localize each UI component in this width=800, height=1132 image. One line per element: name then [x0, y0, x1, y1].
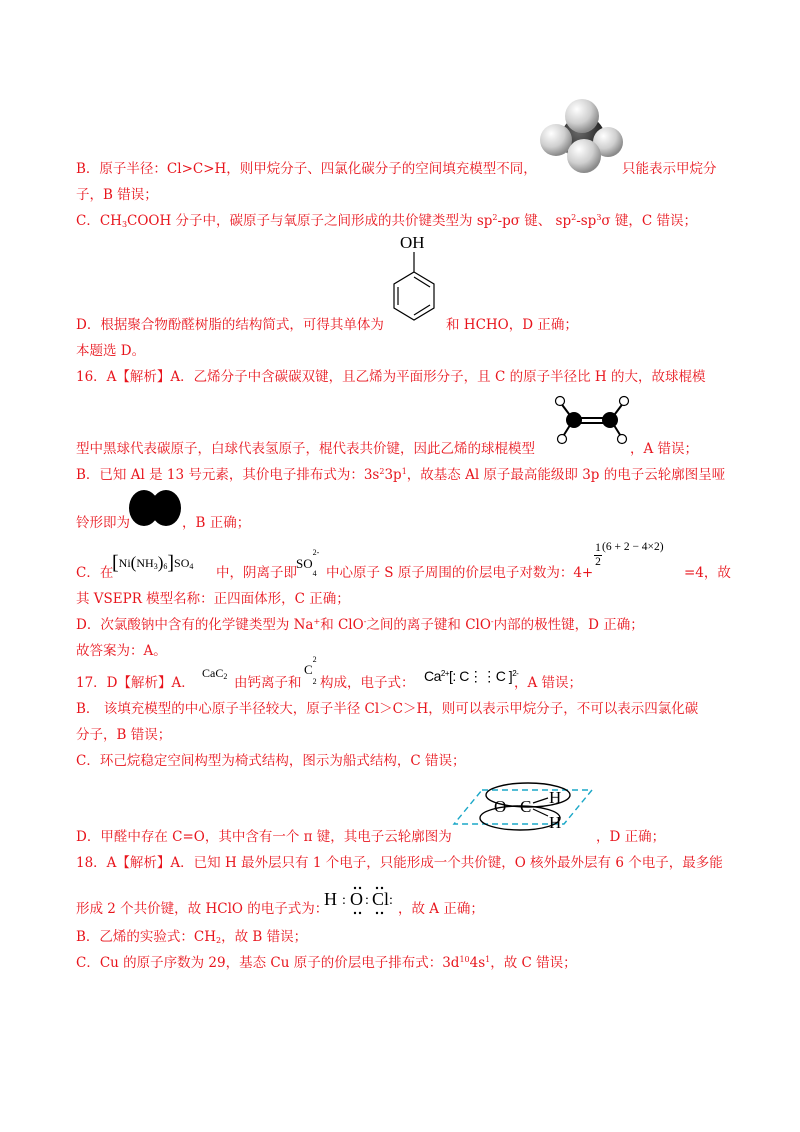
q16-answer-line: [76, 642, 167, 660]
text: C．CH: [76, 213, 122, 229]
q17-line-1: [76, 674, 195, 692]
text: ，故 A 正确；: [398, 901, 484, 917]
option-b-line-1: [76, 160, 537, 178]
text: COOH 分子中，碳原子与氧原子之间形成的共价键类型为 sp: [127, 213, 493, 229]
sulfate-ion-formula: SO 2- $_4$: [296, 548, 320, 578]
phenol-structure-image: [388, 232, 448, 332]
fraction-expression: [594, 542, 664, 569]
nickel-complex-formula: $[Ni(NH_3)_6]SO_4$: [112, 552, 194, 574]
text: ，D 正确；: [596, 829, 666, 845]
q16-option-c-line-mid: [216, 564, 297, 582]
superscript: 10: [459, 955, 470, 964]
option-c-line: [76, 212, 697, 230]
text: σ 键，C 错误；: [601, 213, 698, 229]
hydrogen-label: H: [549, 813, 562, 832]
superscript: 2: [492, 213, 498, 222]
text: 之间的离子键和 ClO: [366, 617, 491, 633]
ethylene-ball-stick-model-image: [554, 392, 630, 448]
oxygen-label: O: [494, 797, 507, 816]
option-b-line-1-tail: [622, 160, 717, 178]
q16-option-c-line-end: [684, 564, 731, 582]
text: 铃形即为: [76, 515, 130, 531]
text: 内部的极性键，D 正确；: [493, 617, 644, 633]
text: D．甲醛中存在 C=O，其中含有一个 π 键，其电子云轮廓图为: [76, 829, 452, 845]
text: B．乙烯的实验式：CH: [76, 929, 217, 945]
q17-option-c-line: [76, 752, 465, 770]
q16-line-2-tail: [630, 440, 698, 458]
q16-option-d-line: [76, 616, 644, 634]
q18-line-2: [76, 900, 328, 918]
text: -sp: [576, 213, 597, 229]
q16-line-2: [76, 440, 535, 458]
q16-option-c-line: [76, 564, 113, 582]
superscript: -: [363, 617, 367, 626]
carbon-label: C: [520, 797, 532, 816]
q16-option-c-line-2: [76, 590, 350, 608]
phenol-oh-label: OH: [400, 233, 425, 252]
text: 和 ClO: [320, 617, 364, 633]
text: B．原子半径：Cl>C>H，则甲烷分子、四氯化碳分子的空间填充模型不同，: [76, 161, 537, 177]
text: 型中黑球代表碳原子，白球代表氢原子，棍代表共价键，因此乙烯的球棍模型: [76, 441, 535, 457]
text: C．环己烷稳定空间构型为椅式结构，图示为船式结构，C 错误；: [76, 753, 466, 769]
q18-line-2-tail: [398, 900, 484, 918]
cac2-electron-formula: $Ca^{2+}$[: C⋮⋮C ]$^{2-}$: [424, 668, 519, 684]
text: -pσ 键、 sp: [497, 213, 572, 229]
text: B． 该填充模型的中心原子半径较大，原子半径 Cl＞C＞H，则可以表示甲烷分子，不可以表示四氯化碳: [76, 701, 699, 717]
superscript: 1: [485, 955, 491, 964]
superscript: -: [490, 617, 494, 626]
subscript: 3: [121, 220, 128, 229]
text: 分子，B 错误；: [76, 727, 172, 743]
text: D．次氯酸钠中含有的化学键类型为 Na: [76, 617, 314, 633]
option-d-line: [76, 316, 384, 334]
svg-text::: :: [365, 893, 369, 908]
text: 只能表示甲烷分: [622, 161, 717, 177]
text: 中心原子 S 原子周围的价层电子对数为：4+: [326, 565, 594, 581]
hydrogen-label: H: [549, 788, 562, 807]
q18-option-b-line: [76, 928, 307, 946]
subscript: 2: [216, 936, 222, 945]
p-orbital-dumbbell-image: [128, 488, 184, 528]
text: B．已知 Al 是 13 号元素，其价电子排布式为：3s: [76, 467, 380, 483]
text: 和 HCHO，D 正确；: [446, 317, 578, 333]
text: ，故 B 错误；: [221, 929, 308, 945]
q17-line-1-mid: [234, 674, 302, 692]
q16-line-1: [76, 368, 705, 386]
hclo-electron-formula-image: [322, 882, 402, 918]
q17-line-1-tail: [514, 674, 582, 692]
text: 本题选 D。: [76, 343, 146, 359]
text: ，A 错误；: [514, 675, 583, 691]
superscript: 1: [401, 467, 407, 476]
fraction-denominator: 2: [595, 556, 601, 568]
text: D．根据聚合物酚醛树脂的结构简式，可得其单体为: [76, 317, 384, 333]
q17-option-d-line-tail: [596, 828, 665, 846]
q17-option-b-line: [76, 700, 698, 718]
cac2-formula: CaC$_2$: [202, 666, 228, 681]
q16-option-b-line-2-tail: [182, 514, 250, 532]
superscript: 3: [596, 213, 602, 222]
text: 3p: [384, 467, 402, 483]
superscript: +: [313, 617, 321, 626]
svg-text:H: H: [324, 889, 337, 909]
q18-line-1: [76, 854, 723, 872]
text: 中，阴离子即: [216, 565, 297, 581]
text: 18．A【解析】A．已知 H 最外层只有 1 个电子，只能形成一个共价键，O 核外最外层有 6 个电子，最多能: [76, 855, 723, 871]
q17-line-1-mid2: [320, 674, 415, 692]
text: C．在: [76, 565, 114, 581]
svg-text:Cl: Cl: [372, 889, 390, 909]
q17-option-b-line-2: [76, 726, 171, 744]
q16-option-b-line: [76, 466, 725, 484]
svg-text:O: O: [350, 889, 363, 909]
methane-space-filling-model-image: [538, 96, 624, 176]
text: ，B 正确；: [182, 515, 251, 531]
text: 构成，电子式：: [320, 675, 415, 691]
text: C．Cu 的原子序数为 29，基态 Cu 原子的价层电子排布式：3d: [76, 955, 460, 971]
text: ，A 错误；: [630, 441, 699, 457]
text: 由钙离子和: [234, 675, 302, 691]
text: ，故基态 Al 原子最高能级即 3p 的电子云轮廓图呈哑: [406, 467, 726, 483]
formaldehyde-pi-orbital-image: [452, 776, 594, 836]
fraction-numerator: 1: [595, 542, 601, 554]
q17-option-d-line: [76, 828, 452, 846]
option-d-line-tail: [446, 316, 578, 334]
q18-option-c-line: [76, 954, 577, 972]
fraction-term: (6 + 2 − 4×2): [602, 541, 664, 553]
carbide-ion-formula: C 2 $_2$: [304, 655, 317, 686]
svg-text::: :: [342, 893, 346, 908]
text: 形成 2 个共价键，故 HClO 的电子式为：: [76, 901, 329, 917]
answer-line: [76, 342, 145, 360]
text: ，故 C 错误；: [490, 955, 577, 971]
superscript: 2: [571, 213, 577, 222]
text: 17．D【解析】A．: [76, 675, 195, 691]
text: 4s: [469, 955, 486, 971]
superscript: 2: [379, 467, 385, 476]
text: =4，故: [684, 565, 731, 581]
text: 其 VSEPR 模型名称：正四面体形，C 正确；: [76, 591, 350, 607]
text: 子，B 错误；: [76, 187, 158, 203]
option-b-line-2: [76, 186, 158, 204]
text: 16．A【解析】A．乙烯分子中含碳碳双键，且乙烯为平面形分子，且 C 的原子半径比 H 的大，故球棍模: [76, 369, 706, 385]
q16-option-c-line-tail: [326, 564, 593, 582]
q16-option-b-line-2: [76, 514, 130, 532]
svg-text::: :: [389, 893, 393, 908]
text: 故答案为：A。: [76, 643, 167, 659]
